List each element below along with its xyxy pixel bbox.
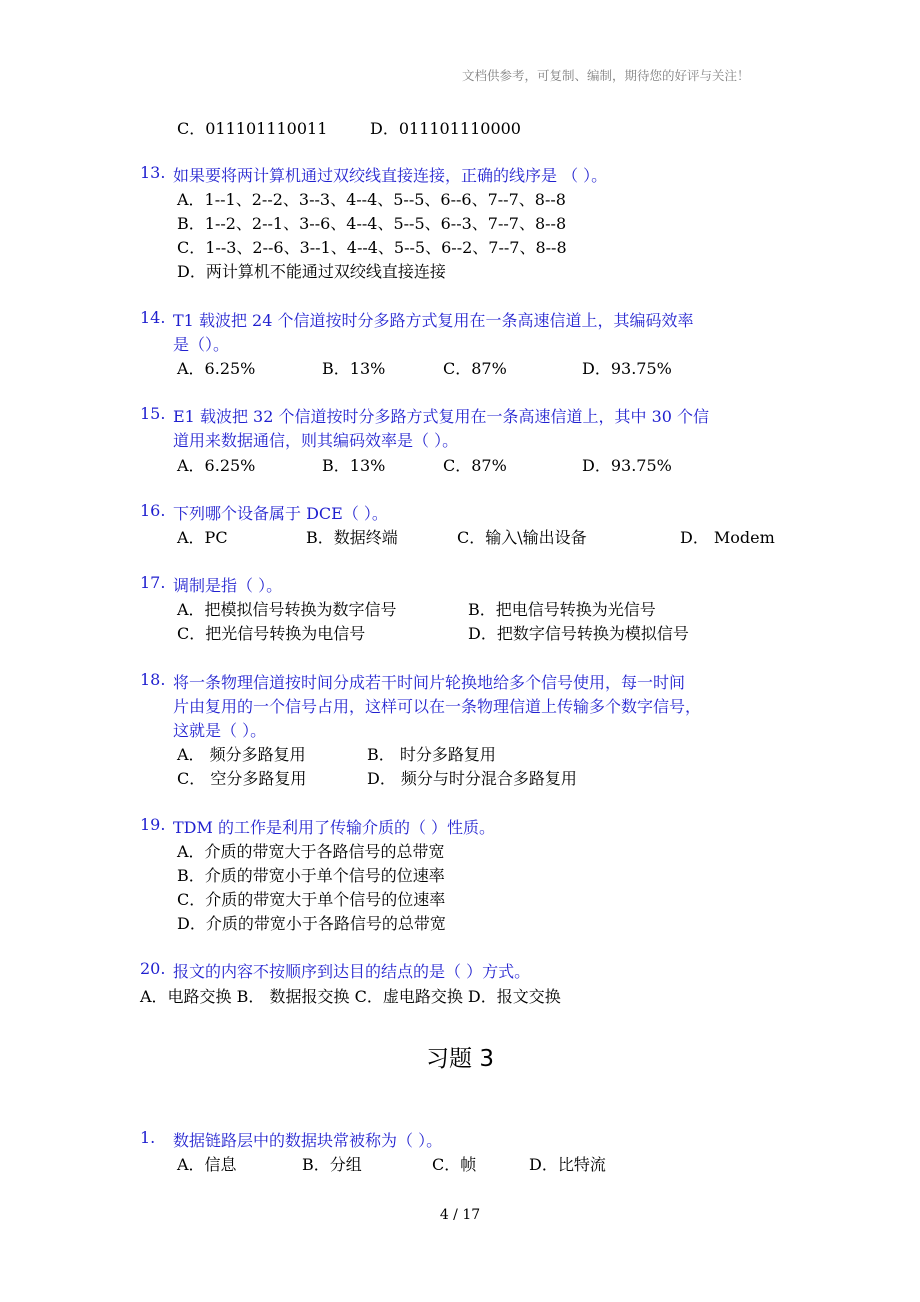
q20-options: A．电路交换 B． 数据报交换 C．虚电路交换 D．报文交换 (140, 987, 561, 1006)
q14-option-c: C．87% (443, 359, 507, 378)
q20-text: 报文的内容不按顺序到达目的结点的是（ ）方式。 (173, 962, 531, 981)
q18-text-line1: 将一条物理信道按时间分成若干时间片轮换地给多个信号使用，每一时间 (173, 673, 686, 692)
q13-text: 如果要将两计算机通过双绞线直接连接，正确的线序是 （ ）。 (173, 166, 608, 185)
q15-text-line2: 道用来数据通信，则其编码效率是（ ）。 (173, 431, 459, 450)
q19-option-d: D．介质的带宽小于各路信号的总带宽 (177, 914, 446, 933)
q16-text: 下列哪个设备属于 DCE（ ）。 (173, 504, 388, 523)
s3q1-option-d: D．比特流 (529, 1155, 606, 1174)
q18-option-d: D． 频分与时分混合多路复用 (367, 769, 577, 788)
q12-option-c: C．011101110011 (177, 119, 328, 138)
q17-number: 17. (140, 573, 166, 592)
q16-option-b: B．数据终端 (306, 528, 398, 547)
q16-option-c: C．输入\输出设备 (457, 528, 587, 547)
q17-option-a: A．把模拟信号转换为数字信号 (177, 600, 397, 619)
q16-option-a: A．PC (177, 528, 228, 547)
q15-option-b: B．13% (322, 456, 386, 475)
q15-option-a: A．6.25% (177, 456, 256, 475)
q14-option-b: B．13% (322, 359, 386, 378)
q14-number: 14. (140, 308, 166, 327)
s3q1-option-a: A．信息 (177, 1155, 237, 1174)
q15-number: 15. (140, 404, 166, 423)
q16-number: 16. (140, 501, 166, 520)
q13-option-c: C．1--3、2--6、3--1、4--4、5--5、6--2、7--7、8--8 (177, 238, 567, 257)
q14-text-line1: T1 载波把 24 个信道按时分多路方式复用在一条高速信道上，其编码效率 (173, 311, 694, 330)
q18-text-line3: 这就是（ ）。 (173, 721, 267, 740)
q14-option-a: A．6.25% (177, 359, 256, 378)
s3q1-text: 数据链路层中的数据块常被称为（ ）。 (173, 1131, 443, 1150)
q14-text-line2: 是（）。 (173, 335, 230, 354)
q13-number: 13. (140, 163, 166, 182)
header-note: 文档供参考，可复制、编制，期待您的好评与关注！ (462, 68, 750, 83)
q15-option-d: D．93.75% (582, 456, 672, 475)
q14-option-d: D．93.75% (582, 359, 672, 378)
q17-option-b: B．把电信号转换为光信号 (468, 600, 656, 619)
s3q1-option-c: C．帧 (432, 1155, 477, 1174)
q18-option-b: B． 时分多路复用 (367, 745, 496, 764)
q19-option-b: B．介质的带宽小于单个信号的位速率 (177, 866, 445, 885)
s3q1-number: 1. (140, 1128, 156, 1147)
q17-option-d: D．把数字信号转换为模拟信号 (468, 624, 689, 643)
s3q1-option-b: B．分组 (302, 1155, 362, 1174)
q12-option-d: D．011101110000 (370, 119, 521, 138)
q13-option-d: D．两计算机不能通过双绞线直接连接 (177, 262, 446, 281)
section-title: 习题 3 (426, 1046, 494, 1072)
q17-text: 调制是指（ ）。 (173, 576, 283, 595)
q13-option-a: A．1--1、2--2、3--3、4--4、5--5、6--6、7--7、8--8 (177, 190, 566, 209)
q19-option-a: A．介质的带宽大于各路信号的总带宽 (177, 842, 445, 861)
q13-option-b: B．1--2、2--1、3--6、4--4、5--5、6--3、7--7、8--8 (177, 214, 567, 233)
page-number: 4 / 17 (439, 1207, 481, 1223)
q19-number: 19. (140, 815, 166, 834)
q17-option-c: C．把光信号转换为电信号 (177, 624, 366, 643)
q18-option-a: A． 频分多路复用 (177, 745, 306, 764)
q18-text-line2: 片由复用的一个信号占用，这样可以在一条物理信道上传输多个数字信号， (173, 697, 702, 716)
q18-option-c: C． 空分多路复用 (177, 769, 307, 788)
q19-text: TDM 的工作是利用了传输介质的（ ）性质。 (173, 818, 496, 837)
q18-number: 18. (140, 670, 166, 689)
q20-number: 20. (140, 959, 166, 978)
q19-option-c: C．介质的带宽大于单个信号的位速率 (177, 890, 446, 909)
q15-text-line1: E1 载波把 32 个信道按时分多路方式复用在一条高速信道上，其中 30 个信 (173, 407, 710, 426)
q15-option-c: C．87% (443, 456, 507, 475)
q16-option-d: D． Modem (680, 528, 775, 547)
